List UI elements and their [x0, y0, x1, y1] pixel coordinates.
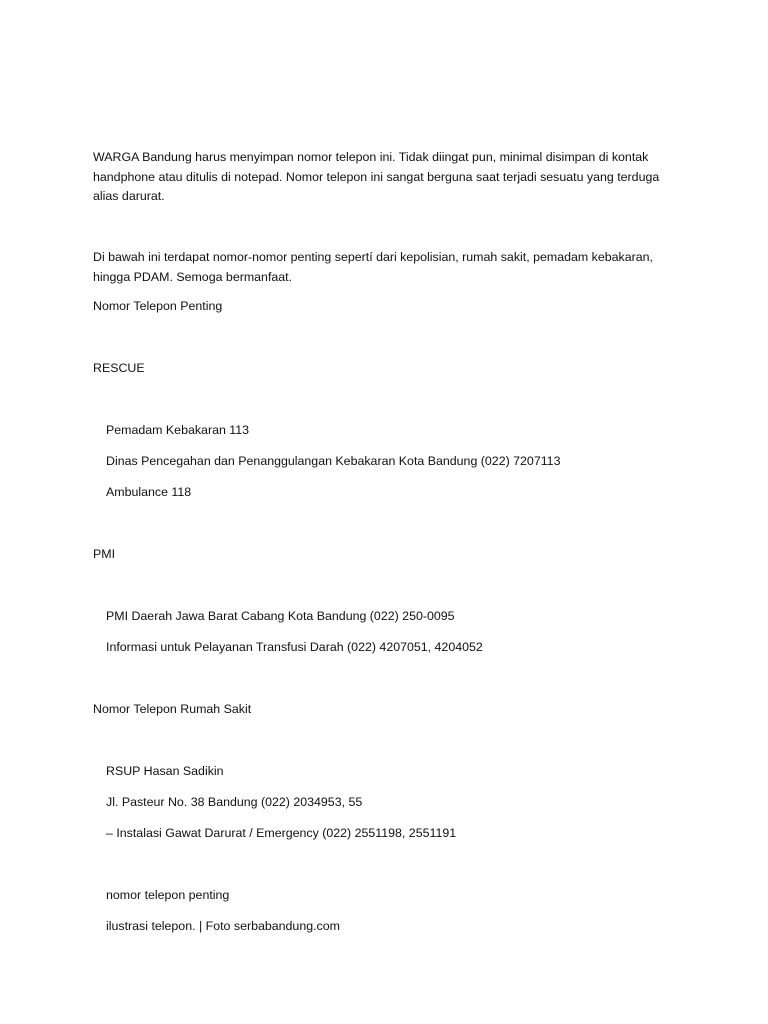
hospital-item-name: RSUP Hasan Sadikin — [106, 764, 224, 778]
image-caption-credit: ilustrasi telepon. | Foto serbabandung.com — [106, 919, 340, 933]
rescue-item-fire: Pemadam Kebakaran 113 — [106, 423, 250, 437]
pmi-item-transfusion: Informasi untuk Pelayanan Transfusi Darah (022) 4207051, 4204052 — [106, 640, 483, 654]
rescue-item-fire-agency: Dinas Pencegahan dan Penanggulangan Kebakaran Kota Bandung (022) 7207113 — [106, 454, 561, 468]
main-heading: Nomor Telepon Penting — [93, 299, 223, 313]
pmi-item-branch: PMI Daerah Jawa Barat Cabang Kota Bandung (022) 250-0095 — [106, 609, 455, 623]
hospital-item-address: Jl. Pasteur No. 38 Bandung (022) 2034953, 55 — [106, 795, 363, 809]
intro-paragraph-2: Di bawah ini terdapat nomor-nomor penting sepertí dari kepolisian, rumah sakit, pemadam kebakaran, hingga PDAM. Semoga bermanfaat. — [93, 250, 653, 284]
rescue-heading: RESCUE — [93, 361, 145, 375]
hospital-item-emergency: – Instalasi Gawat Darurat / Emergency (022) 2551198, 2551191 — [106, 826, 457, 840]
intro-paragraph-1: WARGA Bandung harus menyimpan nomor telepon ini. Tidak diingat pun, minimal disimpan di kontak handphone atau ditulis di notepad. Nomor telepon ini sangat berguna saat terjadi sesuatu yang terduga alias darurat. — [93, 150, 660, 203]
hospital-heading: Nomor Telepon Rumah Sakit — [93, 702, 252, 716]
rescue-item-ambulance: Ambulance 118 — [106, 485, 192, 499]
pmi-heading: PMI — [93, 547, 116, 561]
image-caption-title: nomor telepon penting — [106, 888, 230, 902]
